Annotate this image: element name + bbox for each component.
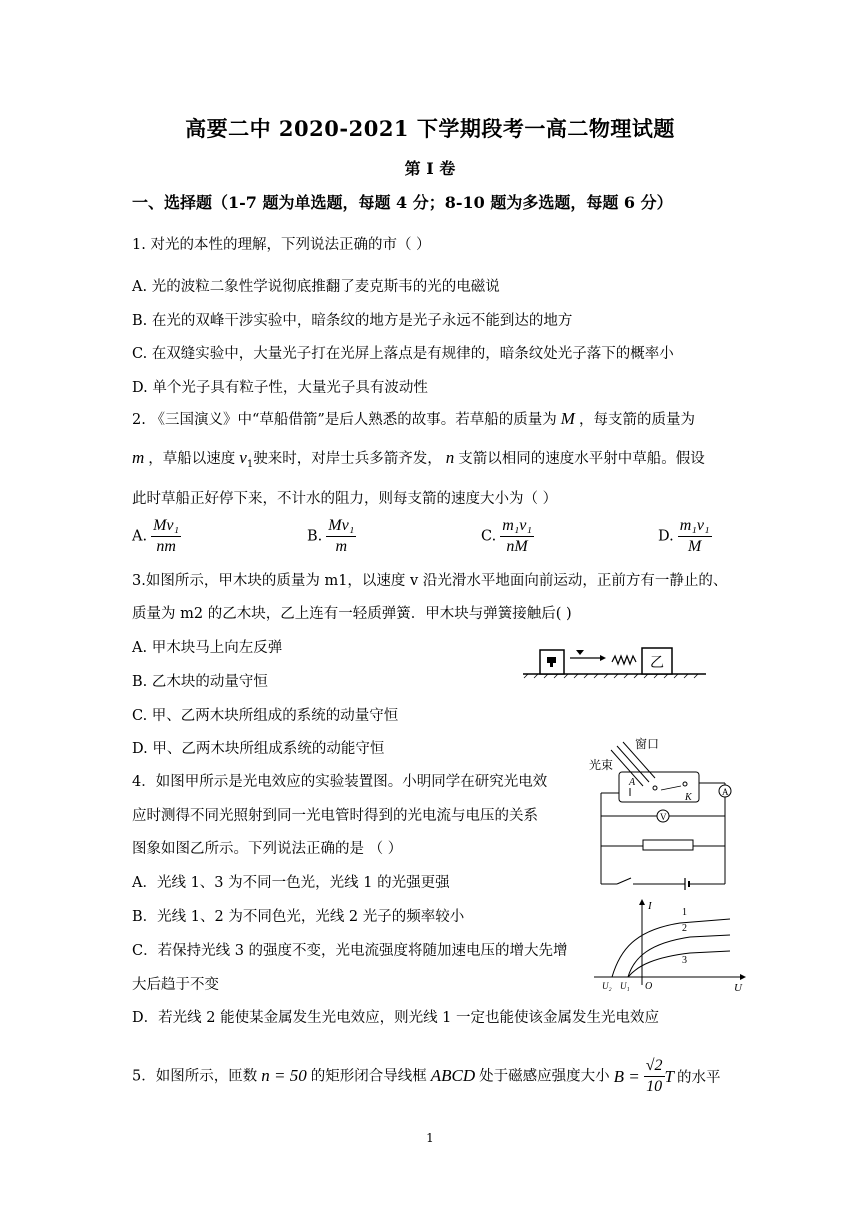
numerator: m₁v₁	[678, 516, 712, 537]
fraction	[151, 516, 181, 557]
voltmeter-label: V	[660, 812, 667, 822]
q2-line-2	[132, 447, 705, 470]
anode-label: A	[629, 777, 636, 788]
curve-3	[628, 951, 730, 977]
q4-option-a: A．光线 1、3 为不同一色光，光线 1 的光强更强	[132, 875, 450, 891]
q4-iu-graph	[590, 895, 750, 991]
q2-option-a	[132, 516, 181, 557]
symbol-m: m	[132, 448, 145, 467]
curve-1	[612, 919, 730, 977]
origin-label: O	[645, 981, 653, 991]
q2-text: ，每支箭的质量为	[578, 412, 695, 428]
q2-text: 2. 《三国演义》中“草船借箭”是后人熟悉的故事。若草船的质量为	[132, 412, 557, 428]
curve-2	[628, 935, 730, 977]
cathode-label: K	[685, 792, 692, 803]
turns-equation: n = 50	[261, 1065, 307, 1085]
denominator: 10	[646, 1078, 663, 1095]
q2-text: 支箭以相同的速度水平射中草船。假设	[458, 451, 705, 467]
field-equation: B =	[613, 1066, 640, 1086]
field-fraction	[644, 1056, 665, 1097]
numerator: √2	[644, 1056, 665, 1077]
unit-tesla: T	[664, 1066, 674, 1086]
q4-circuit-figure	[585, 728, 745, 890]
i-axis-label: I	[648, 900, 652, 912]
q4-stem-line-2: 应时测得不同光照射到同一光电管时得到的光电流与电压的关系	[132, 808, 538, 824]
rheostat	[643, 840, 693, 850]
q3-stem-line-2: 质量为 m2 的乙木块，乙上连有一轻质弹簧．甲木块与弹簧接触后( )	[132, 606, 572, 622]
curve-2-label: 2	[682, 923, 687, 934]
q4-stem-line-1: 4．如图甲所示是光电效应的实验装置图。小明同学在研究光电效	[132, 774, 548, 790]
spring	[612, 656, 636, 664]
frame-label: ABCD	[430, 1065, 476, 1085]
option-label: D.	[658, 528, 674, 545]
denominator: nm	[156, 538, 176, 555]
beam-label: 光束	[589, 758, 614, 772]
u-axis-label: U	[734, 982, 742, 991]
numerator: Mv₁	[151, 516, 181, 537]
q4-stem-line-3: 图象如图乙所示。下列说法正确的是 （ ）	[132, 841, 403, 857]
q5-text: 5．如图所示，匝数	[132, 1068, 258, 1085]
q3-option-d: D. 甲、乙两木块所组成系统的动能守恒	[132, 741, 385, 757]
q4-option-c-line-2: 大后趋于不变	[132, 977, 219, 993]
curve-3-label: 3	[682, 955, 687, 966]
q4-option-d: D．若光线 2 能使某金属发生光电效应，则光线 1 一定也能使该金属发生光电效应	[132, 1010, 660, 1026]
denominator: m	[335, 538, 348, 555]
page-title: 高要二中 2020-2021 下学期段考一高二物理试题	[185, 116, 675, 141]
q5-stem	[132, 1056, 720, 1097]
q2-option-b	[307, 516, 356, 557]
q3-option-a: A. 甲木块马上向左反弹	[132, 640, 283, 656]
section-subtitle: 第 I 卷	[404, 159, 456, 178]
u1-label: U₁	[620, 981, 630, 991]
q5-text: 处于磁感应强度大小	[479, 1068, 610, 1085]
page-number: 1	[426, 1131, 434, 1145]
numerator: Mv₁	[326, 516, 356, 537]
q5-text: 的矩形闭合导线框	[310, 1068, 427, 1085]
option-label: B.	[307, 528, 323, 545]
fraction	[500, 516, 534, 557]
q5-text: 的水平	[676, 1070, 721, 1086]
q2-line-3: 此时草船正好停下来，不计水的阻力，则每支箭的速度大小为（ ）	[132, 491, 558, 507]
block-yi-label: 乙	[650, 656, 664, 671]
option-label: A.	[132, 528, 148, 545]
curve-1-label: 1	[682, 907, 687, 918]
q2-option-c	[481, 516, 534, 557]
q4-option-b: B．光线 1、2 为不同色光，光线 2 光子的频率较小	[132, 909, 465, 925]
u2-label: U₂	[602, 981, 612, 991]
q4-option-c-line-1: C．若保持光线 3 的强度不变，光电流强度将随加速电压的增大先增	[132, 943, 568, 959]
denominator: nM	[506, 538, 528, 555]
q2-option-d	[658, 516, 712, 557]
q3-blocks-figure	[520, 640, 710, 680]
switch	[617, 878, 631, 884]
q1-option-d: D. 单个光子具有粒子性，大量光子具有波动性	[132, 380, 428, 396]
q1-option-a: A. 光的波粒二象性学说彻底推翻了麦克斯韦的光的电磁说	[132, 279, 500, 295]
q1-option-c: C. 在双缝实验中，大量光子打在光屏上落点是有规律的，暗条纹处光子落下的概率小	[132, 346, 674, 362]
symbol-n: n	[445, 448, 455, 467]
numerator: m₁v₁	[500, 516, 534, 537]
q1-option-b: B. 在光的双峰干涉实验中，暗条纹的地方是光子永远不能到达的地方	[132, 313, 573, 329]
fraction	[678, 516, 712, 557]
subscript-1: 1	[246, 458, 254, 470]
q2-line-1	[132, 408, 695, 429]
denominator: M	[687, 538, 702, 555]
q2-text: ，草船以速度	[148, 451, 236, 467]
q2-text: 驶来时，对岸士兵多箭齐发，	[253, 451, 442, 467]
ammeter-label: A	[722, 787, 729, 797]
option-label: C.	[481, 528, 497, 545]
symbol-M: M	[560, 409, 575, 428]
section-heading: 一、选择题（1-7 题为单选题，每题 4 分；8-10 题为多选题，每题 6 分）	[132, 193, 673, 212]
q1-stem: 1. 对光的本性的理解，下列说法正确的市（ ）	[132, 237, 431, 253]
q3-option-b: B. 乙木块的动量守恒	[132, 674, 268, 690]
q3-option-c: C. 甲、乙两木块所组成的系统的动量守恒	[132, 708, 399, 724]
symbol-v: v	[239, 448, 247, 467]
fraction	[326, 516, 356, 557]
q3-stem-line-1: 3.如图所示，甲木块的质量为 m1，以速度 v 沿光滑水平地面向前运动，正前方有一静止的、	[132, 573, 728, 589]
window-label: 窗口	[635, 737, 660, 751]
